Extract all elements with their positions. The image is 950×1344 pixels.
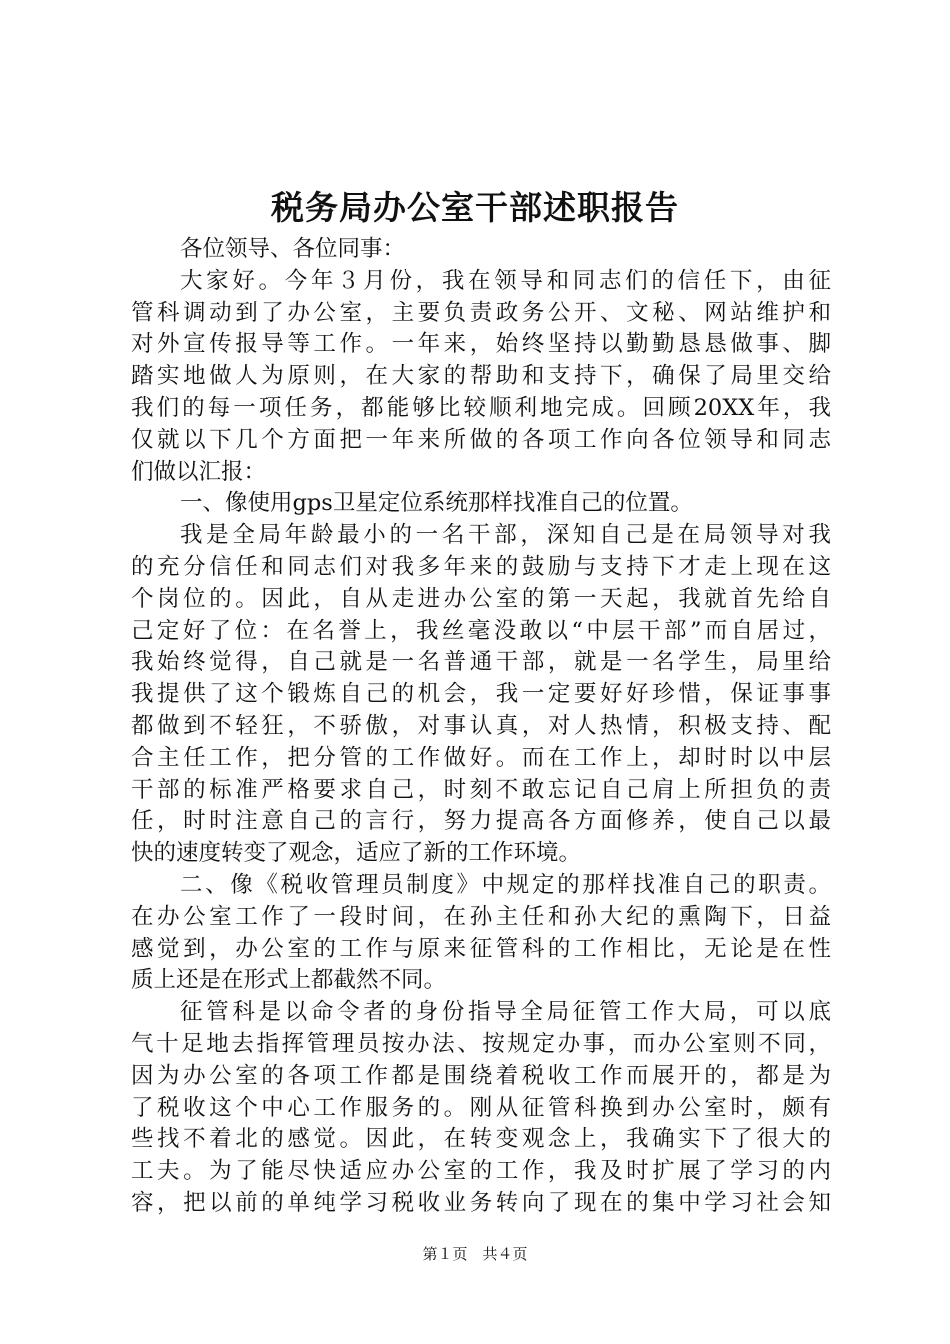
text-line: 各位领导、各位同事： <box>180 236 406 262</box>
text-line: 踏实地做人为原则，在大家的帮助和支持下，确保了局里交给 <box>131 363 831 390</box>
text-line: 容，把以前的单纯学习税收业务转向了现在的集中学习社会知 <box>131 1189 831 1216</box>
text-line: 的充分信任和同志们对我多年来的鼓励与支持下才走上现在这 <box>131 553 831 580</box>
text-line: 个岗位的。因此，自从走进办公室的第一天起，我就首先给自 <box>131 585 831 612</box>
text-line: 在办公室工作了一段时间，在孙主任和孙大纪的熏陶下，日益 <box>131 903 831 930</box>
text-line: 大家好。今年３月份，我在领导和同志们的信任下，由征 <box>180 267 831 294</box>
text-line: 二、像《税收管理员制度》中规定的那样找准自己的职责。 <box>180 871 831 898</box>
text-line: 一、像使用gps卫星定位系统那样找准自己的位置。 <box>180 490 693 517</box>
text-line: 我是全局年龄最小的一名干部，深知自己是在局领导对我 <box>180 522 831 549</box>
text-line: 干部的标准严格要求自己，时刻不敢忘记自己肩上所担负的责 <box>131 776 831 803</box>
text-line: 因为办公室的各项工作都是围绕着税收工作而展开的，都是为 <box>131 1062 831 1089</box>
text-line: 们做以汇报： <box>131 458 267 485</box>
text-line: 气十足地去指挥管理员按办法、按规定办事，而办公室则不同， <box>131 1030 831 1057</box>
text-line: 己定好了位：在名誉上，我丝毫没敢以“中层干部”而自居过， <box>131 617 831 644</box>
text-line: 快的速度转变了观念，适应了新的工作环境。 <box>131 840 582 867</box>
text-line: 我始终觉得，自己就是一名普通干部，就是一名学生，局里给 <box>131 649 831 676</box>
text-line: 我们的每一项任务，都能够比较顺利地完成。回顾20XX年，我 <box>131 394 831 421</box>
text-line: 合主任工作，把分管的工作做好。而在工作上，却时时以中层 <box>131 744 831 771</box>
text-line: 仅就以下几个方面把一年来所做的各项工作向各位领导和同志 <box>131 426 831 453</box>
text-line: 我提供了这个锻炼自己的机会，我一定要好好珍惜，保证事事 <box>131 681 831 708</box>
document-title: 税务局办公室干部述职报告 <box>271 188 679 227</box>
text-line: 了税收这个中心工作服务的。刚从征管科换到办公室时，颇有 <box>131 1094 831 1121</box>
text-line: 对外宣传报导等工作。一年来，始终坚持以勤勤恳恳做事、脚 <box>131 331 831 358</box>
text-line: 工夫。为了能尽快适应办公室的工作，我及时扩展了学习的内 <box>131 1158 831 1185</box>
text-line: 感觉到，办公室的工作与原来征管科的工作相比，无论是在性 <box>131 935 831 962</box>
document-body <box>131 234 831 1220</box>
text-line: 些找不着北的感觉。因此，在转变观念上，我确实下了很大的 <box>131 1126 831 1153</box>
page-footer: 第１页 共４页 <box>422 1245 528 1263</box>
text-line: 征管科是以命令者的身份指导全局征管工作大局，可以底 <box>180 999 831 1026</box>
text-line: 质上还是在形式上都截然不同。 <box>131 967 447 994</box>
text-line: 任，时时注意自己的言行，努力提高各方面修养，使自己以最 <box>131 808 831 835</box>
text-line: 都做到不轻狂，不骄傲，对事认真，对人热情，积极支持、配 <box>131 712 831 739</box>
text-line: 管科调动到了办公室，主要负责政务公开、文秘、网站维护和 <box>131 299 831 326</box>
